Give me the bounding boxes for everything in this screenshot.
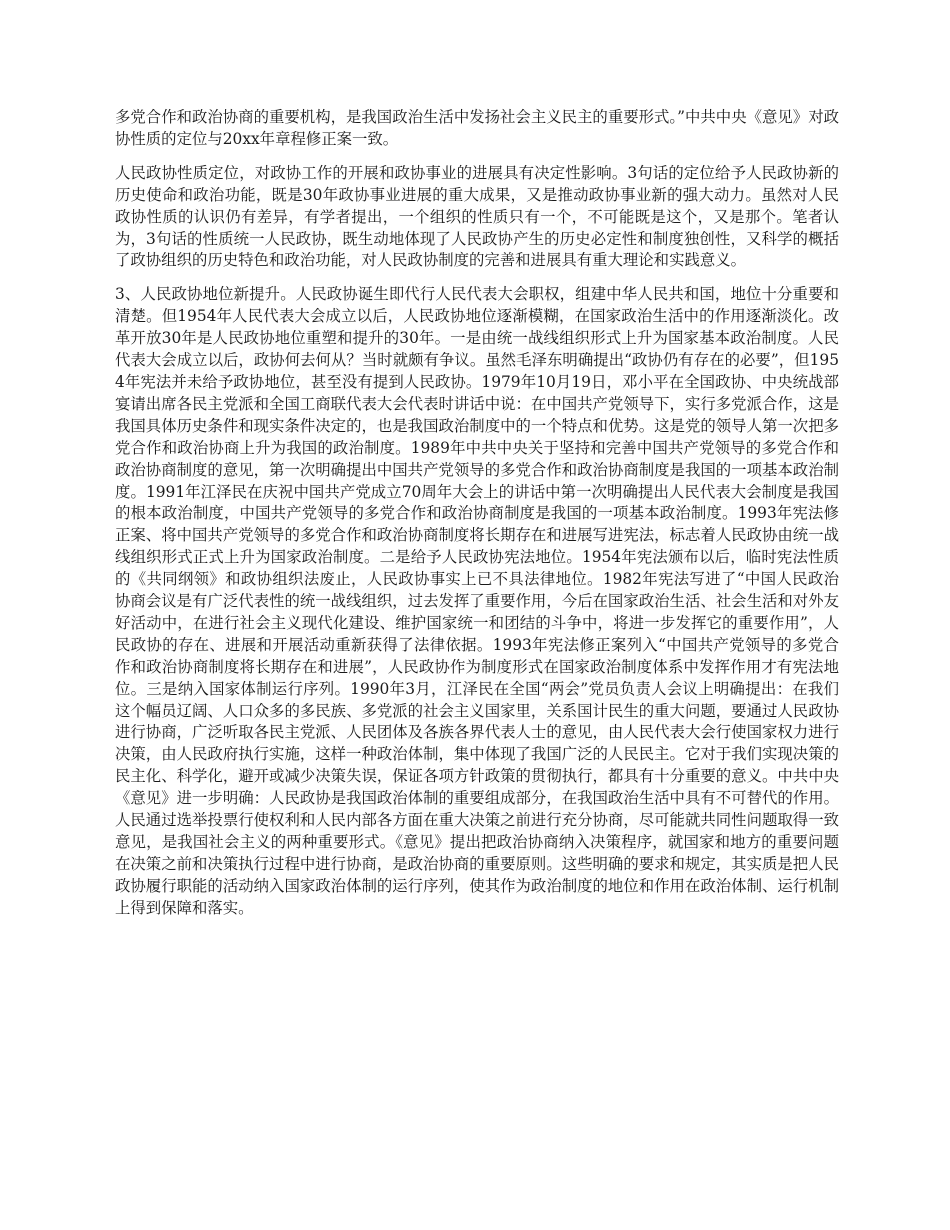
paragraph-1: 多党合作和政治协商的重要机构，是我国政治生活中发扬社会主义民主的重要形式。”中共中央《意见》对政协性质的定位与20xx年章程修正案一致。: [115, 108, 839, 148]
document-body: [115, 107, 839, 932]
paragraph-2: 人民政协性质定位，对政协工作的开展和政协事业的进展具有决定性影响。3句话的定位给予人民政协新的历史使命和政治功能，既是30年政协事业进展的重大成果，又是推动政协事业新的强大动力。虽然对人民政协性质的认识仍有差异，有学者提出，一个组织的性质只有一个，不可能既是这个，又是那个。笔者认为，3句话的性质统一人民政协，既生动地体现了人民政协产生的历史必定性和制度独创性，又科学的概括了政协组织的历史特色和政治功能，对人民政协制度的完善和进展具有重大理论和实践意义。: [115, 163, 839, 270]
paragraph-3: 3、人民政协地位新提升。人民政协诞生即代行人民代表大会职权，组建中华人民共和国，地位十分重要和清楚。但1954年人民代表大会成立以后，人民政协地位逐渐模糊，在国家政治生活中的作用逐渐淡化。改革开放30年是人民政协地位重塑和提升的30年。一是由统一战线组织形式上升为国家基本政治制度。人民代表大会成立以后，政协何去何从？当时就颇有争议。虽然毛泽东明确提出“政协仍有存在的必要”，但1954年宪法并未给予政协地位，甚至没有提到人民政协。1979年10月19日，邓小平在全国政协、中央统战部宴请出席各民主党派和全国工商联代表大会代表时讲话中说：在中国共产党领导下，实行多党派合作，这是我国具体历史条件和现实条件决定的，也是我国政治制度中的一个特点和优势。这是党的领导人第一次把多党合作和政治协商上升为我国的政治制度。1989年中共中央关于坚持和完善中国共产党领导的多党合作和政治协商制度的意见，第一次明确提出中国共产党领导的多党合作和政治协商制度是我国的一项基本政治制度。1991年江泽民在庆祝中国共产党成立70周年大会上的讲话中第一次明确提出人民代表大会制度是我国的根本政治制度，中国共产党领导的多党合作和政治协商制度是我国的一项基本政治制度。1993年宪法修正案、将中国共产党领导的多党合作和政治协商制度将长期存在和进展写进宪法，标志着人民政协由统一战线组织形式正式上升为国家政治制度。二是给予人民政协宪法地位。1954年宪法颁布以后，临时宪法性质的《共同纲领》和政协组织法废止，人民政协事实上已不具法律地位。1982年宪法写进了“中国人民政治协商会议是有广泛代表性的统一战线组织，过去发挥了重要作用，今后在国家政治生活、社会生活和对外友好活动中，在进行社会主义现代化建设、维护国家统一和团结的斗争中，将进一步发挥它的重要作用”，人民政协的存在、进展和开展活动重新获得了法律依据。1993年宪法修正案列入“中国共产党领导的多党合作和政治协商制度将长期存在和进展”，人民政协作为制度形式在国家政治制度体系中发挥作用才有宪法地位。三是纳入国家体制运行序列。1990年3月，江泽民在全国“两会”党员负责人会议上明确提出：在我们这个幅员辽阔、人口众多的多民族、多党派的社会主义国家里，关系国计民生的重大问题，要通过人民政协进行协商，广泛听取各民主党派、人民团体及各族各界代表人士的意见，由人民代表大会行使国家权力进行决策，由人民政府执行实施，这样一种政治体制，集中体现了我国广泛的人民民主。它对于我们实现决策的民主化、科学化，避开或减少决策失误，保证各项方针政策的贯彻执行，都具有十分重要的意义。中共中央《意见》进一步明确：人民政协是我国政治体制的重要组成部分，在我国政治生活中具有不可替代的作用。人民通过选举投票行使权利和人民内部各方面在重大决策之前进行充分协商，尽可能就共同性问题取得一致意见，是我国社会主义的两种重要形式。《意见》提出把政治协商纳入决策程序，就国家和地方的重要问题在决策之前和决策执行过程中进行协商，是政治协商的重要原则。这些明确的要求和规定，其实质是把人民政协履行职能的活动纳入国家政治体制的运行序列，使其作为政治制度的地位和作用在政治体制、运行机制上得到保障和落实。: [115, 285, 839, 917]
